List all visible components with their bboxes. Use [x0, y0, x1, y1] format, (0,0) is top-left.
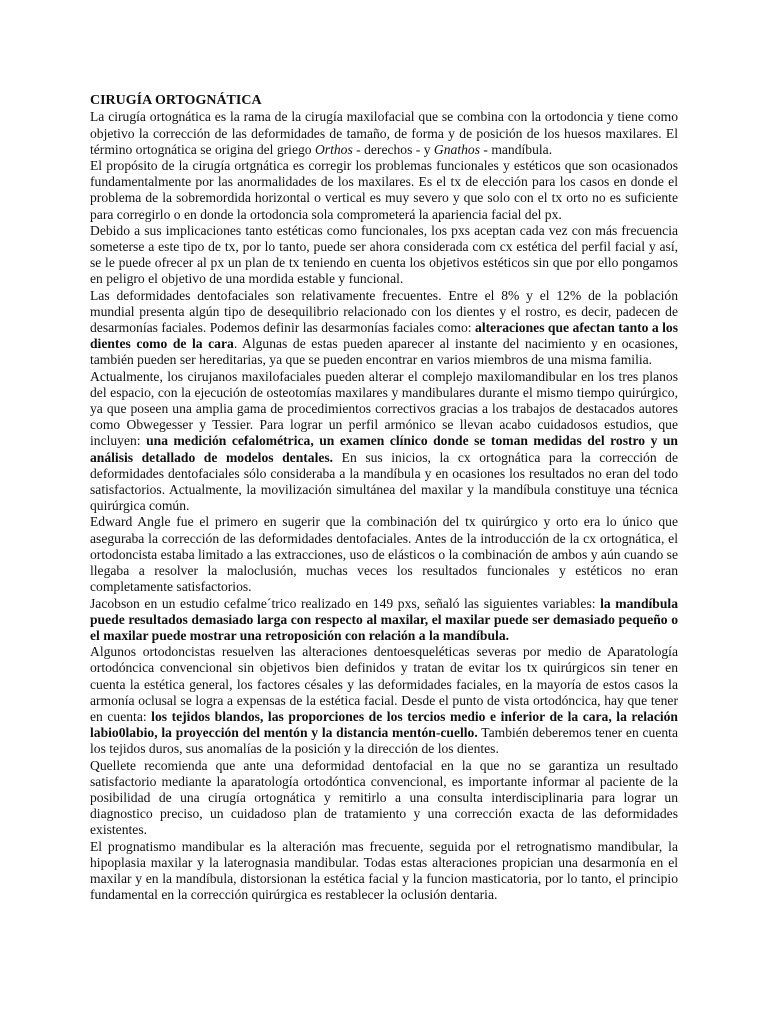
paragraph — [90, 596, 678, 645]
text-run: Quellete recomienda que ante una deformidad dentofacial en la que no se garantiza un resultado satisfactorio mediante la aparatología ortodóntica convencional, es importante informar al paciente de la posibilidad de una cirugía ortognática y remitirlo a una consulta interdisciplinaria para lograr un diagnostico preciso, un cuidadoso plan de tratamiento y una corrección exacta de las deformidades existentes. — [90, 757, 678, 838]
text-run: El prognatismo mandibular es la alteración mas frecuente, seguida por el retrognatismo mandibular, la hipoplasia maxilar y la laterognasia mandibular. Todas estas alteraciones propician una desarmonía en el maxilar y en la mandíbula, distorsionan la estética facial y la funcion masticatoria, por lo tanto, el principio fundamental en la corrección quirúrgica es restablecer la oclusión dentaria. — [90, 838, 678, 903]
document-title: CIRUGÍA ORTOGNÁTICA — [90, 93, 262, 108]
paragraph — [90, 514, 678, 595]
paragraph — [90, 223, 678, 288]
text-run: Jacobson en un estudio cefalme´trico realizado en 149 pxs, señaló las siguientes variables: — [90, 595, 601, 611]
text-run: - derechos - y — [352, 141, 434, 157]
bold-text: una medición cefalométrica, un examen clínico donde se toman medidas del rostro y un análisis detallado de modelos dentales. — [90, 433, 678, 465]
text-run: En sus inicios, la cx ortognática para la corrección de deformidades dentofaciales sólo consideraba a la mandíbula y en ocasiones los resultados no eran del todo satisfactorios. Actualmente, la movilización simultánea del maxilar y la mandíbula constituye una técnica quirúrgica común. — [90, 449, 679, 514]
text-run: Algunos ortodoncistas resuelven las alteraciones dentoesqueléticas severas por medio de Aparatología ortodóncica convencional sin objetivos bien definidos y tratan de evitar los tx quirúrgicos sin tener en cuenta la estética general, los factores césales y las deformidades faciales, en la mayoría de estos casos la armonía oclusal se logra a expensas de la estética facial. Desde el punto de vista ortodóncica, hay que tener en cuenta: — [90, 644, 678, 724]
text-run: Edward Angle fue el primero en sugerir que la combinación del tx quirúrgico y orto era lo único que aseguraba la corrección de las deformidades dentofaciales. Antes de la introducción de la cx ortognática, el ortodoncista estaba limitado a las extracciones, uso de elásticos o la combinación de ambos y aún cuando se llegaba a resolver la maloclusión, muchas veces los resultados funcionales y estéticos no eran completamente satisfactorios. — [90, 514, 678, 595]
paragraph — [90, 369, 678, 515]
italic-text: Orthos — [314, 141, 353, 157]
text-run: Debido a sus implicaciones tanto estéticas como funcionales, los pxs aceptan cada vez con más frecuencia someterse a este tipo de tx, por lo tanto, puede ser ahora considerada com cx estética del perfil facial y así, se le puede ofrecer al px un plan de tx teniendo en cuenta los objetivos estéticos sin que por ello pongamos en peligro el objetivo de una mordida estable y funcional. — [90, 222, 678, 287]
bold-text: los tejidos blandos, las proporciones de los tercios medio e inferior de la cara, la relación labio0labio, la proyección del mentón y la distancia mentón-cuello. — [90, 708, 678, 741]
text-run: También deberemos tener en cuenta los tejidos duros, sus anomalías de la posición y la dirección de los dientes. — [90, 725, 678, 757]
text-run: Las deformidades dentofaciales son relativamente frecuentes. Entre el 8% y el 12% de la población mundial presenta algún tipo de desequilibrio relacionado con los dientes y el rostro, es decir, padecen de desarmonías faciales. Podemos definir las desarmonías faciales como: — [90, 287, 678, 336]
text-run: Actualmente, los cirujanos maxilofaciales pueden alterar el complejo maxilomandibular en los tres planos del espacio, con la ejecución de osteotomías maxilares y mandibulares durante el mismo tiempo quirúrgico, ya que poseen una amplia gama de procedimientos correctivos gracias a los trabajos de destacados autores como Obwegesser y Tessier. Para lograr un perfil armónico se llevan acabo cuidadosos estudios, que incluyen: — [90, 368, 678, 449]
paragraph — [90, 288, 678, 369]
paragraph — [90, 758, 678, 839]
text-run: - mandíbula. — [480, 141, 553, 157]
document-body — [90, 109, 678, 903]
paragraph — [90, 644, 678, 757]
paragraph — [90, 109, 678, 158]
document-page — [90, 93, 678, 903]
italic-text: Gnathos — [433, 141, 480, 157]
text-run: El propósito de la cirugía ortgnática es corregir los problemas funcionales y estéticos que son ocasionados fundamentalmente por las anormalidades de los maxilares. Es el tx de elección para los casos en donde el problema de la sobremordida horizontal o vertical es muy severo y que solo con el tx orto no es suficiente para corregirlo o en donde la ortodoncia sola comprometerá la apariencia facial del px. — [90, 158, 678, 222]
text-run: . Algunas de estas pueden aparecer al instante del nacimiento y en ocasiones, también pueden ser hereditarias, ya que se pueden encontrar en varios miembros de una misma familia. — [90, 336, 679, 368]
text-run: La cirugía ortognática es la rama de la cirugía maxilofacial que se combina con la ortodoncia y tiene como objetivo la corrección de las deformidades de tamaño, de forma y de posición de los huesos maxilares. El término ortognática se origina del griego — [90, 109, 678, 157]
paragraph — [90, 158, 678, 223]
bold-text: la mandíbula puede resultados demasiado larga con respecto al maxilar, el maxilar puede ser demasiado pequeño o el maxilar puede mostrar una retroposición con relación a la mandíbula. — [90, 595, 678, 643]
bold-text: alteraciones que afectan tanto a los dientes como de la cara — [90, 320, 679, 352]
paragraph — [90, 839, 678, 904]
